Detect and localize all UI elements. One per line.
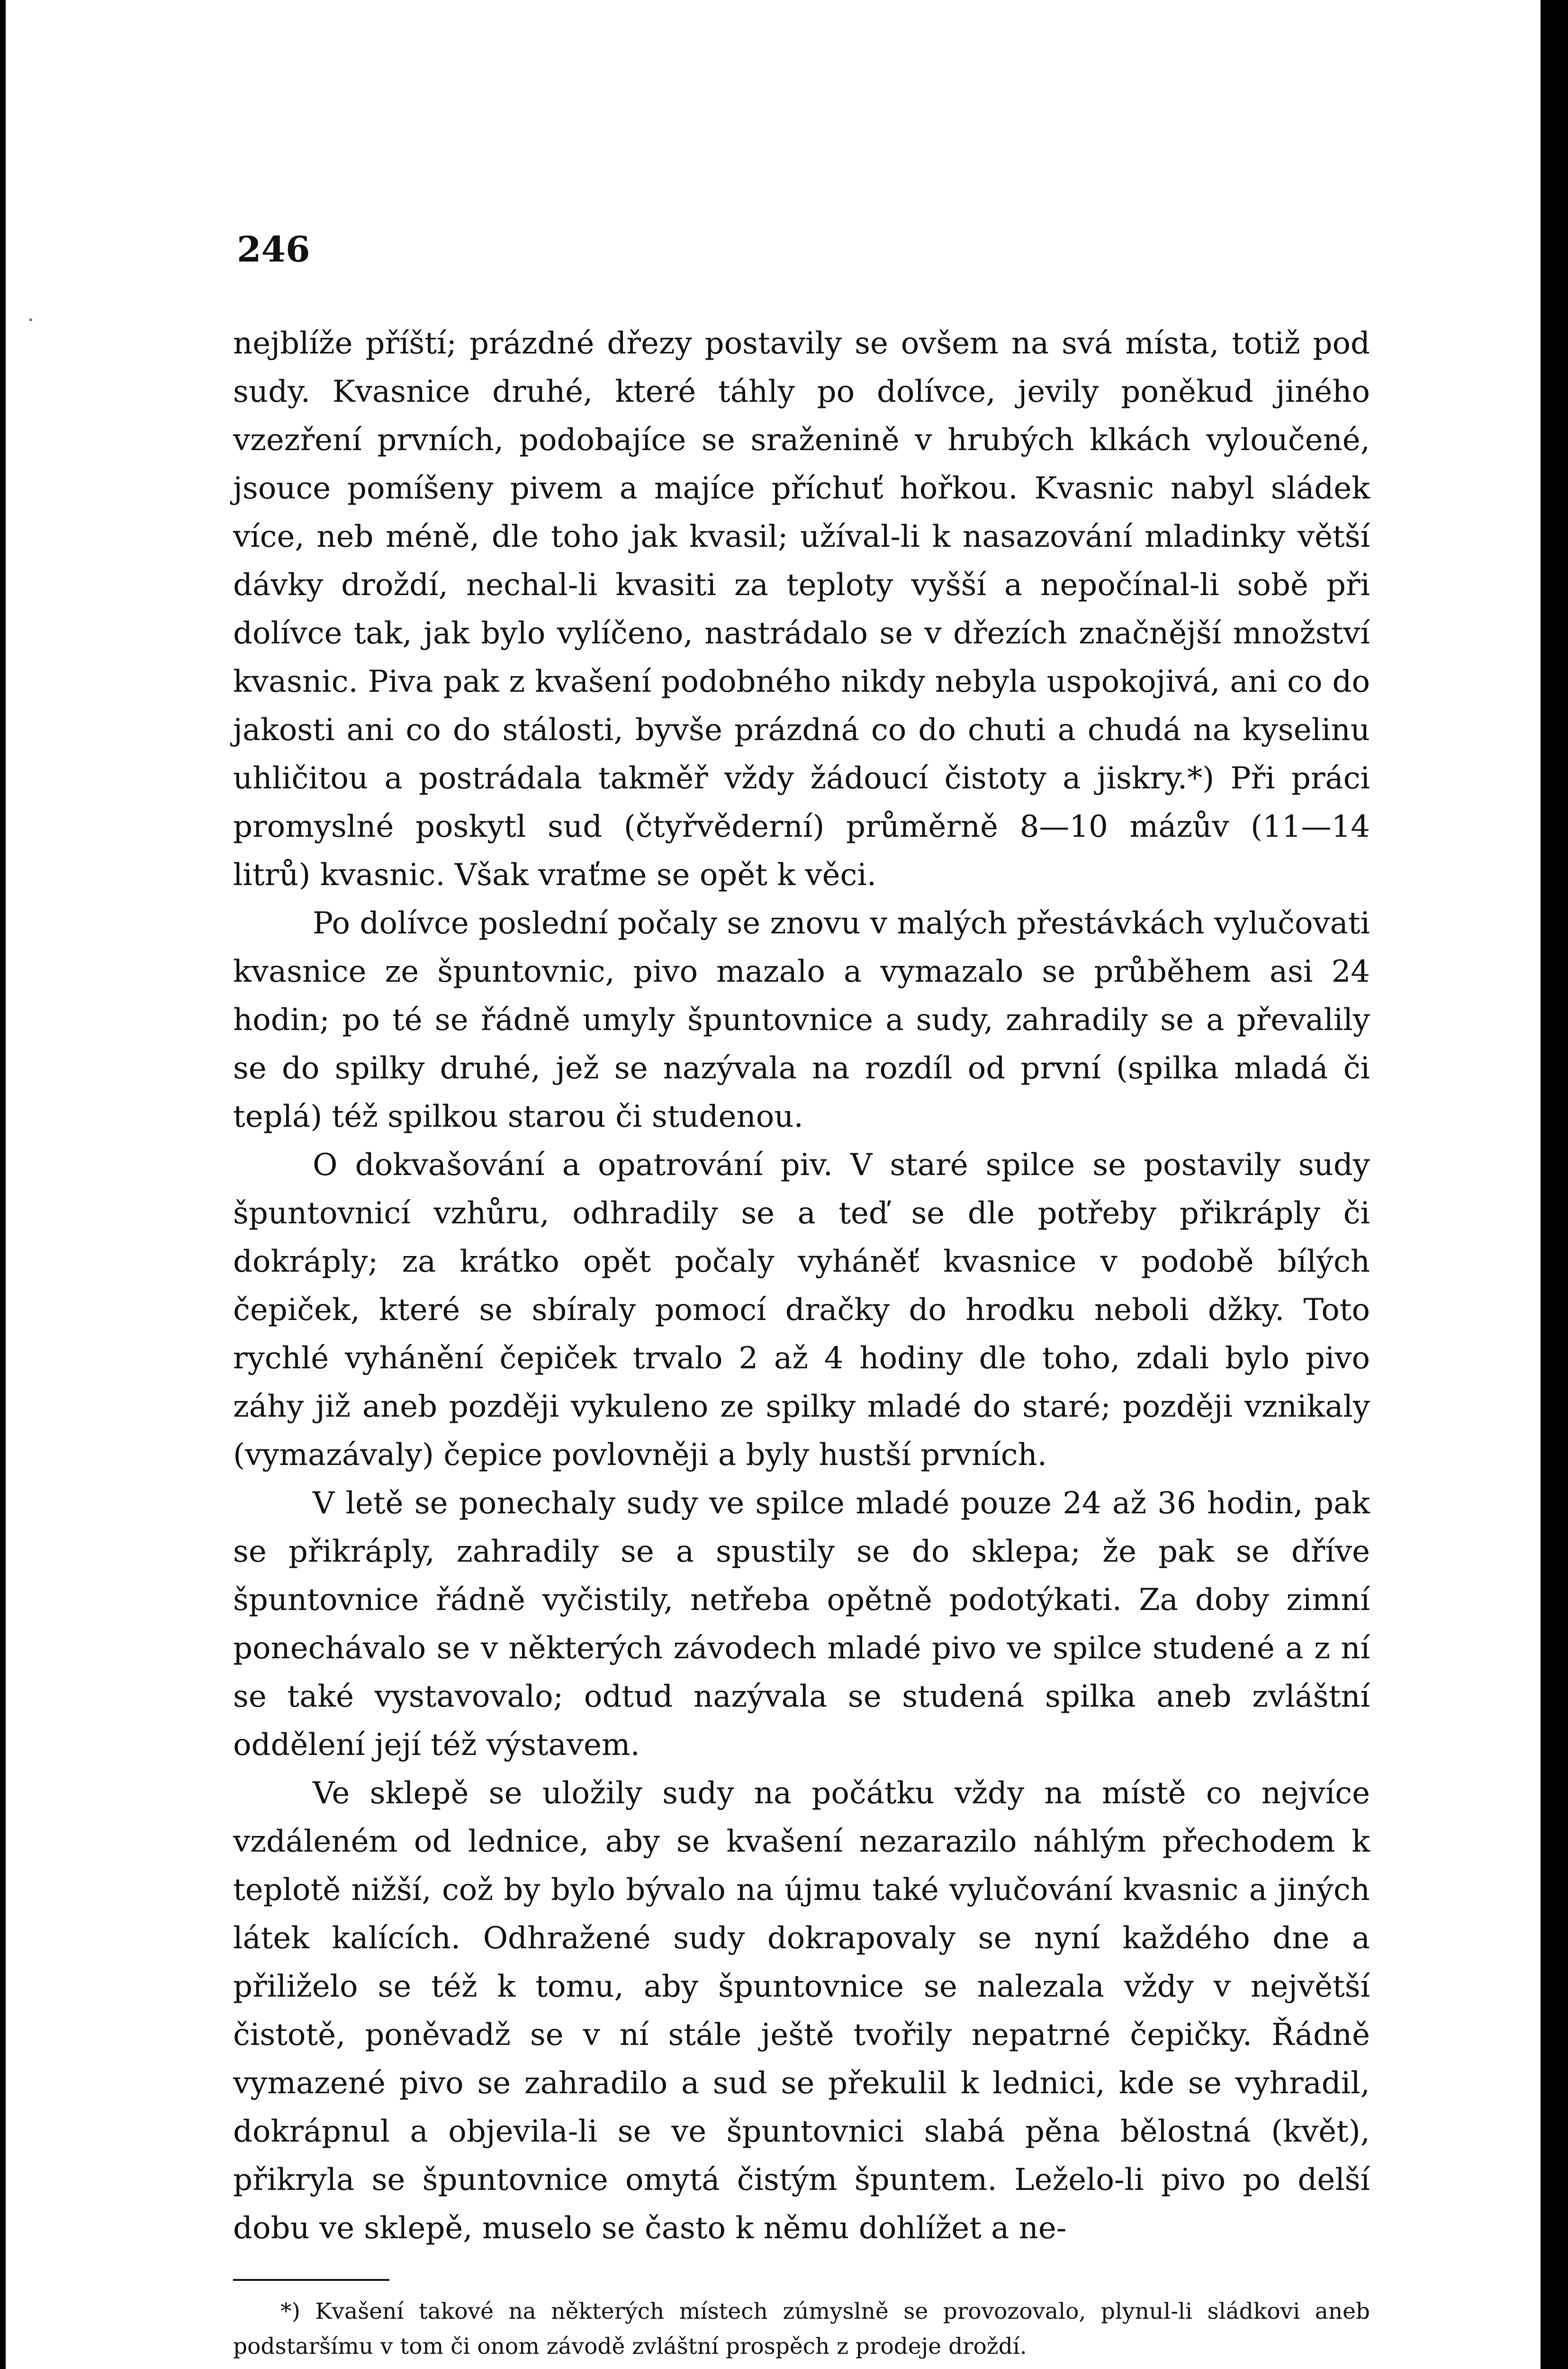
- paragraph: V letě se ponechaly sudy ve spilce mladé pouze 24 až 36 hodin, pak se přikráply, zahradily se a spustily se do sklepa; že pak se dříve špuntovnice řádně vyčistily, netřeba opětně podotýkati. Za doby zimní ponechávalo se v některých závodech mladé pivo ve spilce studené a z ní se také vystavovalo; odtud nazývala se studená spilka aneb zvláštní oddělení její též výstavem.: [233, 1486, 1370, 1763]
- footnote: *) Kvašení takové na některých místech zúmyslně se provozovalo, plynul-li sládkovi aneb podstaršímu v tom či onom závodě zvláštní prospěch z prodeje droždí.: [233, 2298, 1370, 2360]
- margin-speck: [29, 318, 32, 321]
- page-number: 246: [237, 229, 310, 270]
- book-page: [6, 0, 1541, 2369]
- text-column: [233, 229, 1370, 2364]
- paragraph-section-heading: O dokvašování a opatrování piv. V staré spilce se postavily sudy špuntovnicí vzhůru, odhradily se a teď se dle potřeby přikráply či dokráply; za krátko opět počaly vyháněť kvasnice v podobě bílých čepiček, které se sbíraly pomocí dračky do hrodku neboli džky. Toto rychlé vyhánění čepiček trvalo 2 až 4 hodiny dle toho, zdali bylo pivo záhy již aneb později vykuleno ze spilky mladé do staré; později vznikaly (vymazávaly) čepice povlovněji a byly hustší prvních.: [233, 1148, 1370, 1473]
- footnote-divider: [233, 2279, 389, 2281]
- paragraph: Ve sklepě se uložily sudy na počátku vždy na místě co nejvíce vzdáleném od lednice, aby se kvašení nezarazilo náhlým přechodem k teplotě nižší, což by bylo bývalo na újmu také vylučování kvasnic a jiných látek kalících. Odhražené sudy dokrapovaly se nyní každého dne a přiliželo se též k tomu, aby špuntovnice se nalezala vždy v největší čistotě, poněvadž se v ní stále ještě tvořily nepatrné čepičky. Řádně vymazené pivo se zahradilo a sud se překulil k lednici, kde se vyhradil, dokrápnul a objevila-li se ve špuntovnici slabá pěna bělostná (květ), přikryla se špuntovnice omytá čistým špuntem. Leželo-li pivo po delší dobu ve sklepě, muselo se často k němu dohlížet a ne-: [233, 1776, 1370, 2246]
- paragraph-continued: nejblíže příští; prázdné dřezy postavily se ovšem na svá místa, totiž pod sudy. Kvasnice druhé, které táhly po dolívce, jevily poněkud jiného vzezření prvních, podobajíce se sraženině v hrubých klkách vyloučené, jsouce pomíšeny pivem a majíce příchuť hořkou. Kvasnic nabyl sládek více, neb méně, dle toho jak kvasil; užíval-li k nasazování mladinky větší dávky droždí, nechal-li kvasiti za teploty vyšší a nepočínal-li sobě při dolívce tak, jak bylo vylíčeno, nastrádalo se v dřezích značnější množství kvasnic. Piva pak z kvašení podobného nikdy nebyla uspokojivá, ani co do jakosti ani co do stálosti, byvše prázdná co do chuti a chudá na kyselinu uhličitou a postrádala takměř vždy žádoucí čistoty a jiskry.*) Při práci promyslné poskytl sud (čtyřvěderní) průměrně 8—10 mázův (11—14 litrů) kvasnic. Však vraťme se opět k věci.: [233, 326, 1370, 893]
- paragraph: Po dolívce poslední počaly se znovu v malých přestávkách vylučovati kvasnice ze špuntovnic, pivo mazalo a vymazalo se průběhem asi 24 hodin; po té se řádně umyly špuntovnice a sudy, zahradily se a převalily se do spilky druhé, jež se nazývala na rozdíl od první (spilka mladá či teplá) též spilkou starou či studenou.: [233, 906, 1370, 1134]
